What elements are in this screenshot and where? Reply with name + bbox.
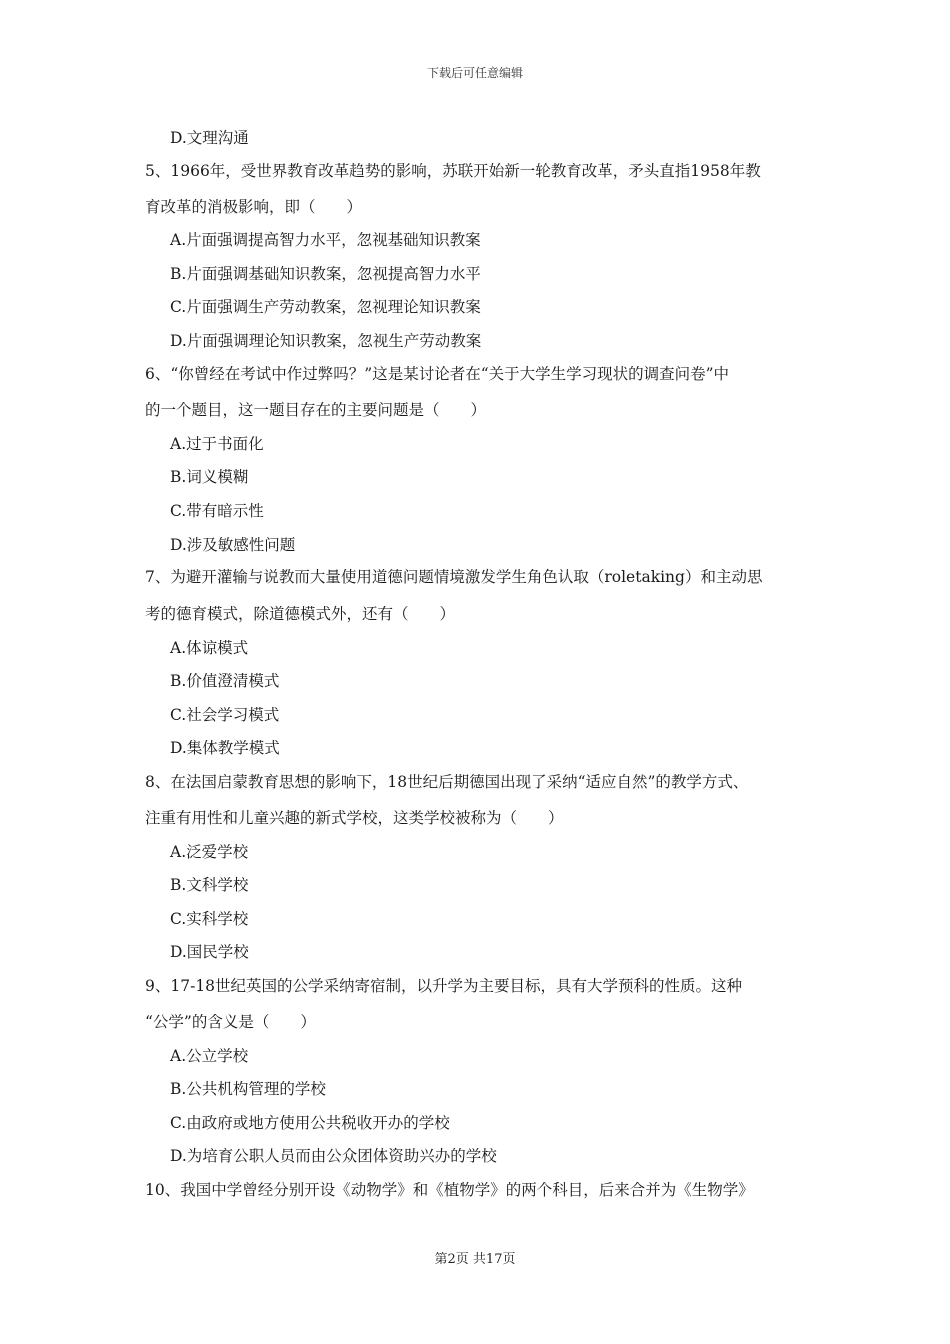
answer-option: A.体谅模式	[170, 639, 249, 657]
answer-option: D.片面强调理论知识教案，忽视生产劳动教案	[170, 332, 482, 350]
answer-option: B.片面强调基础知识教案，忽视提高智力水平	[170, 265, 481, 283]
question-text: 7、为避开灌输与说教而大量使用道德问题情境激发学生角色认取（roletaking）和主动思	[145, 568, 763, 586]
question-text-continued: 育改革的消极影响，即（ ）	[145, 198, 363, 216]
question-text: 9、17-18世纪英国的公学采纳寄宿制，以升学为主要目标，具有大学预科的性质。这种	[145, 977, 743, 995]
answer-option: D.为培育公职人员而由公众团体资助兴办的学校	[170, 1147, 497, 1165]
answer-option: C.带有暗示性	[170, 502, 264, 520]
question-text-continued: 的一个题目，这一题目存在的主要问题是（ ）	[145, 401, 487, 419]
question-text: 10、我国中学曾经分别开设《动物学》和《植物学》的两个科目，后来合并为《生物学》	[145, 1181, 754, 1199]
answer-option: B.词义模糊	[170, 468, 249, 486]
answer-option: B.公共机构管理的学校	[170, 1080, 326, 1098]
answer-option: A.泛爱学校	[170, 843, 249, 861]
answer-option: A.过于书面化	[170, 435, 264, 453]
answer-option: C.实科学校	[170, 910, 249, 928]
answer-option: A.片面强调提高智力水平，忽视基础知识教案	[170, 231, 481, 249]
answer-option: C.由政府或地方使用公共税收开办的学校	[170, 1114, 450, 1132]
answer-option: C.片面强调生产劳动教案，忽视理论知识教案	[170, 298, 481, 316]
question-text-continued: “公学”的含义是（ ）	[145, 1013, 316, 1031]
page-footer: 第2页 共17页	[434, 1252, 516, 1267]
answer-option: C.社会学习模式	[170, 706, 280, 724]
answer-option: D.集体教学模式	[170, 739, 280, 757]
question-text: 5、1966年，受世界教育改革趋势的影响，苏联开始新一轮教育改革，矛头直指1958年教	[145, 162, 761, 180]
answer-option: A.公立学校	[170, 1047, 249, 1065]
answer-option: B.文科学校	[170, 876, 249, 894]
answer-option: D.文理沟通	[170, 129, 249, 147]
answer-option: D.涉及敏感性问题	[170, 536, 296, 554]
answer-option: B.价值澄清模式	[170, 672, 280, 690]
page-header: 下载后可任意编辑	[426, 66, 523, 80]
answer-option: D.国民学校	[170, 943, 249, 961]
question-text: 8、在法国启蒙教育思想的影响下，18世纪后期德国出现了采纳“适应自然”的教学方式、	[145, 773, 749, 791]
question-text-continued: 考的德育模式，除道德模式外，还有（ ）	[145, 605, 456, 623]
question-text: 6、“你曾经在考试中作过弊吗？”这是某讨论者在“关于大学生学习现状的调查问卷”中	[145, 365, 730, 383]
question-text-continued: 注重有用性和儿童兴趣的新式学校，这类学校被称为（ ）	[145, 809, 564, 827]
